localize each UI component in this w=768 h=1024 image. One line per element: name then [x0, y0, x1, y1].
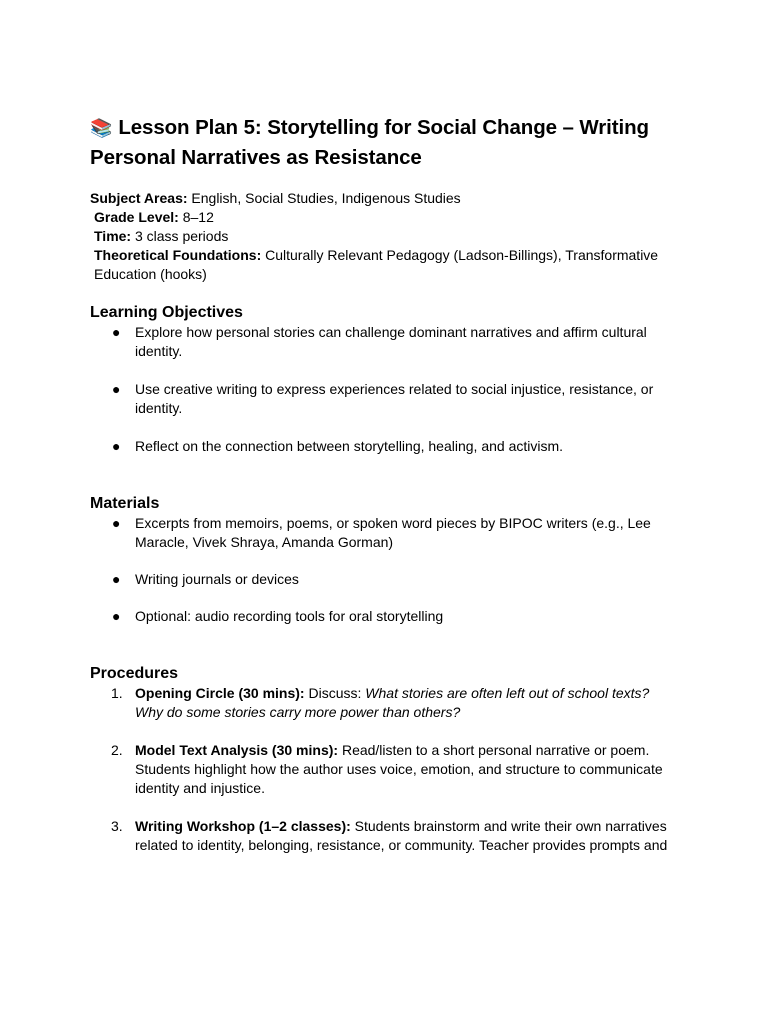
list-item: [90, 741, 680, 798]
procedure-label: Writing Workshop (1–2 classes):: [135, 818, 351, 834]
procedure-text: Students brainstorm and write their own narratives related to identity, belonging, resistance, or community. Teacher provides prompts and: [135, 818, 668, 853]
time-label: Time:: [94, 228, 132, 244]
list-number: 3.: [111, 818, 123, 834]
procedure-italic-text: What stories are often left out of school texts? Why do some stories carry more power than others?: [135, 685, 650, 720]
list-item-text: Explore how personal stories can challenge dominant narratives and affirm cultural identity.: [135, 324, 647, 359]
list-number: 2.: [111, 742, 123, 758]
bullet-icon: ●: [112, 324, 121, 340]
procedure-text: Read/listen to a short personal narrative or poem. Students highlight how the author uses voice, emotion, and structure to communicate identity and injustice.: [135, 742, 663, 796]
bullet-icon: ●: [112, 438, 121, 454]
learning-objectives-list: [90, 323, 680, 456]
subject-areas-label: Subject Areas:: [90, 190, 188, 206]
theoretical-foundations-label: Theoretical Foundations:: [94, 247, 262, 263]
bullet-icon: ●: [112, 571, 121, 587]
list-item-text: Reflect on the connection between storytelling, healing, and activism.: [135, 438, 564, 454]
bullet-icon: ●: [112, 381, 121, 397]
materials-list: [90, 514, 680, 626]
list-item: [90, 380, 680, 418]
list-item: [90, 514, 680, 552]
list-item-text: Writing journals or devices: [135, 571, 299, 587]
page-title: [90, 114, 680, 172]
time: [90, 227, 680, 246]
bullet-icon: ●: [112, 608, 121, 624]
list-item: [90, 607, 680, 626]
procedures-heading: Procedures: [90, 665, 179, 682]
list-number: 1.: [111, 685, 123, 701]
procedure-text: Discuss:: [304, 685, 366, 701]
materials-heading: Materials: [90, 495, 160, 512]
learning-objectives-heading: Learning Objectives: [90, 304, 243, 321]
procedure-label: Opening Circle (30 mins):: [135, 685, 305, 701]
title-text: Lesson Plan 5: Storytelling for Social Change – Writing Personal Narratives as Resistance: [90, 116, 649, 169]
grade-level: [90, 208, 680, 227]
lesson-meta: [90, 189, 680, 284]
list-item: [90, 817, 680, 855]
subject-areas-value: English, Social Studies, Indigenous Studies: [187, 190, 461, 206]
document-content: [90, 114, 680, 855]
list-item-text: Use creative writing to express experiences related to social injustice, resistance, or identity.: [135, 381, 654, 416]
list-item: [90, 570, 680, 589]
theoretical-foundations: [90, 246, 680, 284]
bullet-icon: ●: [112, 515, 121, 531]
theoretical-foundations-value: Culturally Relevant Pedagogy (Ladson-Billings), Transformative Education (hooks): [94, 247, 659, 282]
procedure-label: Model Text Analysis (30 mins):: [135, 742, 339, 758]
subject-areas: [90, 189, 680, 208]
list-item-text: Optional: audio recording tools for oral storytelling: [135, 608, 444, 624]
time-value: 3 class periods: [131, 228, 229, 244]
books-icon: 📚: [90, 118, 113, 139]
list-item-text: Excerpts from memoirs, poems, or spoken word pieces by BIPOC writers (e.g., Lee Maracle, Vivek Shraya, Amanda Gorman): [135, 515, 651, 550]
grade-level-value: 8–12: [178, 209, 214, 225]
procedures-list: [90, 684, 680, 855]
grade-level-label: Grade Level:: [94, 209, 179, 225]
list-item: [90, 323, 680, 361]
list-item: [90, 437, 680, 456]
list-item: [90, 684, 680, 722]
